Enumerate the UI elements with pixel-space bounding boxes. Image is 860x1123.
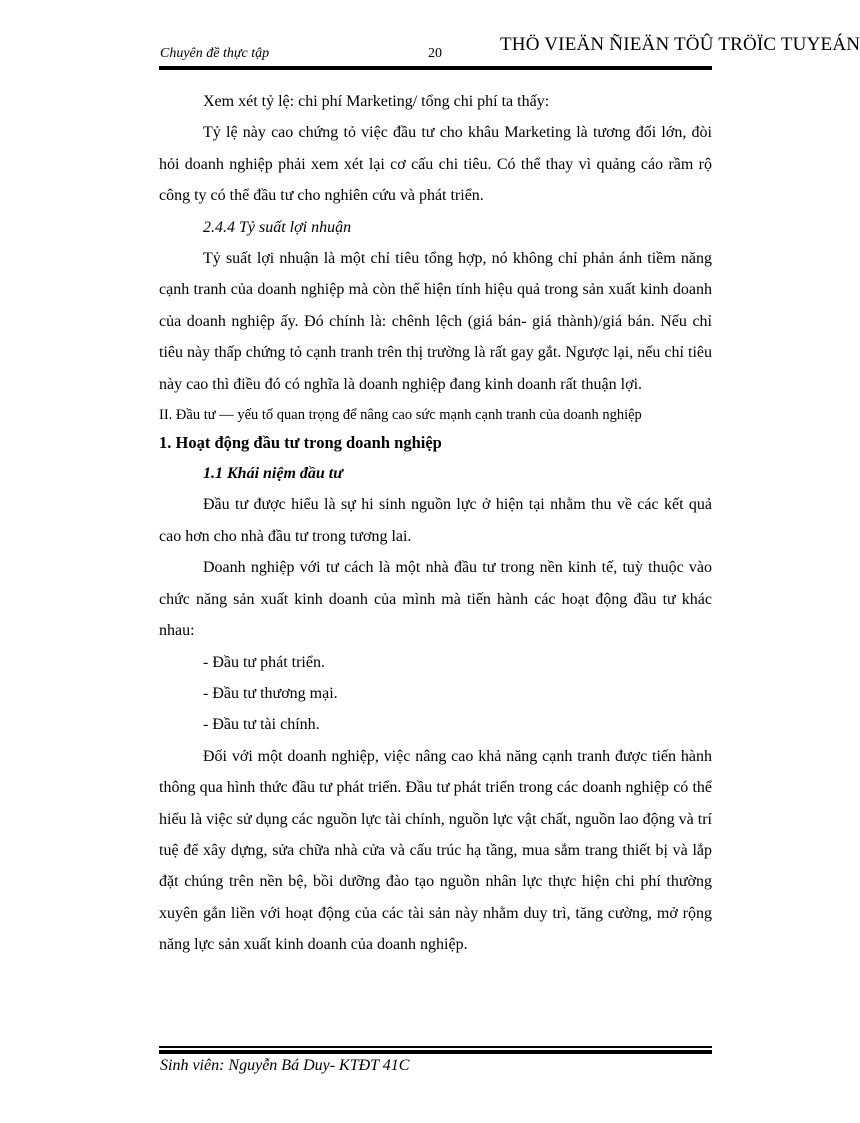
footer-rule-top <box>159 1046 712 1048</box>
document-body <box>159 86 712 961</box>
section-heading-1-1: 1.1 Khái niệm đầu tư <box>203 465 343 483</box>
library-watermark: THÖ VIEÄN ÑIEÄN TÖÛ TRÖÏC TUYEÁN <box>500 34 860 55</box>
section-heading-II: II. Đầu tư — yếu tố quan trọng để nâng cao sức mạnh cạnh tranh của doanh nghiệp <box>159 407 642 424</box>
paragraph: Đối với một doanh nghiệp, việc nâng cao khả năng cạnh tranh được tiến hành thông qua hình thức đầu tư phát triển. Đầu tư phát triển trong các doanh nghiệp có thể hiểu là việc sử dụng các nguồn lực tài chính, nguồn lực vật chất, nguồn lao động và trí tuệ để xây dựng, sửa chữa nhà cửa và cấu trúc hạ tầng, mua sắm trang thiết bị và lắp đặt chúng trên nền bệ, bồi dưỡng đào tạo nguồn nhân lực thực hiện chi phí thường xuyên gắn liền với hoạt động của các tài sản này nhằm duy trì, tăng cường, mở rộng năng lực sản xuất kinh doanh của doanh nghiệp. <box>159 747 712 954</box>
header-title: Chuyên đề thực tập <box>160 46 270 61</box>
list-item: - Đầu tư tài chính. <box>203 716 320 734</box>
page-number: 20 <box>428 46 442 61</box>
footer-student: Sinh viên: Nguyễn Bá Duy- KTĐT 41C <box>160 1057 410 1074</box>
paragraph: Xem xét tỷ lệ: chi phí Marketing/ tổng chi phí ta thấy: <box>203 93 550 110</box>
section-heading-2-4-4: 2.4.4 Tỷ suất lợi nhuận <box>203 218 352 236</box>
paragraph: Đầu tư được hiểu là sự hi sinh nguồn lực ở hiện tại nhằm thu về các kết quả cao hơn cho nhà đầu tư trong tương lai. <box>159 496 712 545</box>
section-heading-1: 1. Hoạt động đầu tư trong doanh nghiệp <box>159 433 442 453</box>
footer-rule-bottom <box>159 1050 712 1054</box>
header-rule <box>159 66 712 70</box>
paragraph: Tỷ lệ này cao chứng tỏ việc đầu tư cho khâu Marketing là tương đối lớn, đòi hỏi doanh nghiệp phải xem xét lại cơ cấu chi tiêu. Có thể thay vì quảng cáo rầm rộ công ty có thể đầu tư cho nghiên cứu và phát triển. <box>159 124 712 205</box>
paragraph: Doanh nghiệp với tư cách là một nhà đầu tư trong nền kinh tế, tuỳ thuộc vào chức năng sản xuất kinh doanh của mình mà tiến hành các hoạt động đầu tư khác nhau: <box>159 559 712 640</box>
list-item: - Đầu tư phát triển. <box>203 653 325 671</box>
paragraph: Tỷ suất lợi nhuận là một chỉ tiêu tổng hợp, nó không chỉ phản ánh tiềm năng cạnh tranh của doanh nghiệp mà còn thể hiện tính hiệu quả trong sản xuất kinh doanh của doanh nghiệp ấy. Đó chính là: chênh lệch (giá bán- giá thành)/giá bán. Nếu chỉ tiêu này thấp chứng tỏ cạnh tranh trên thị trường là rất gay gắt. Ngược lại, nếu chỉ tiêu này cao thì điều đó có nghĩa là doanh nghiệp đang kinh doanh rất thuận lợi. <box>159 250 712 393</box>
list-item: - Đầu tư thương mại. <box>203 684 338 702</box>
